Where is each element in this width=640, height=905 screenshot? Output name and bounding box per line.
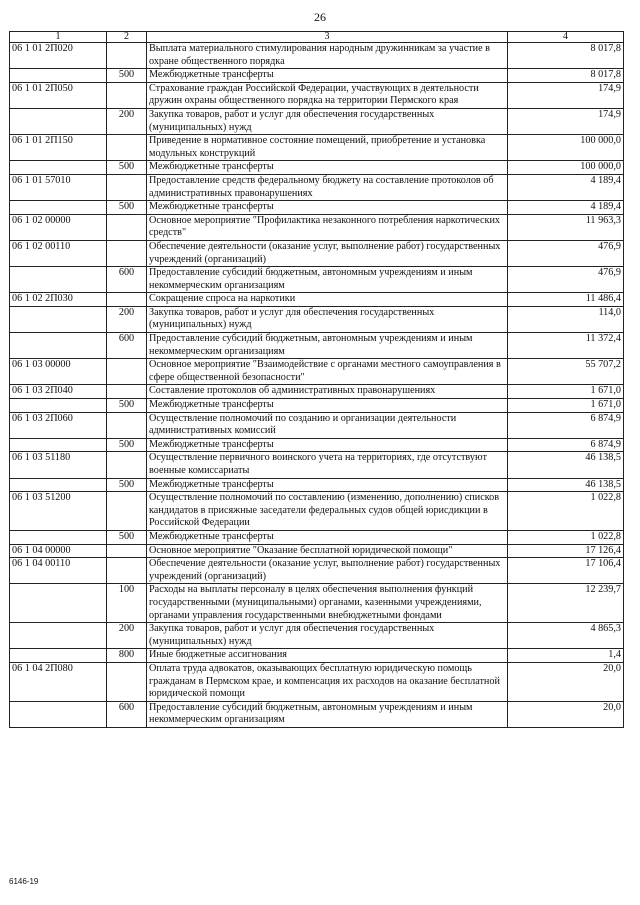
expense-type-code: [107, 214, 147, 240]
amount: 476,9: [508, 267, 624, 293]
amount: 4 189,4: [508, 174, 624, 200]
target-article-code: [10, 69, 107, 83]
amount: 1,4: [508, 649, 624, 663]
budget-table: [9, 31, 624, 728]
expense-type-code: [107, 662, 147, 701]
page-number: 26: [314, 10, 326, 24]
target-article-code: 06 1 04 2П080: [10, 662, 107, 701]
table-row: [10, 412, 624, 438]
expense-type-code: 100: [107, 584, 147, 623]
expense-type-code: [107, 385, 147, 399]
amount: 1 671,0: [508, 399, 624, 413]
target-article-code: 06 1 02 00000: [10, 214, 107, 240]
expense-type-code: 600: [107, 267, 147, 293]
table-row: [10, 662, 624, 701]
target-article-code: 06 1 04 00110: [10, 558, 107, 584]
target-article-code: [10, 108, 107, 134]
table-row: [10, 240, 624, 266]
target-article-code: 06 1 01 2П150: [10, 135, 107, 161]
target-article-code: [10, 267, 107, 293]
expense-type-code: [107, 452, 147, 478]
table-row: [10, 267, 624, 293]
target-article-code: 06 1 03 2П060: [10, 412, 107, 438]
table-row: [10, 584, 624, 623]
expense-type-code: 800: [107, 649, 147, 663]
target-article-code: [10, 438, 107, 452]
target-article-code: 06 1 03 2П040: [10, 385, 107, 399]
item-name: Основное мероприятие "Профилактика незаконного потребления наркотических средств": [147, 214, 508, 240]
item-name: Приведение в нормативное состояние помещений, приобретение и установка модульных конструкций: [147, 135, 508, 161]
table-row: [10, 438, 624, 452]
target-article-code: 06 1 01 2П020: [10, 43, 107, 69]
item-name: Осуществление полномочий по созданию и организации деятельности административных комиссий: [147, 412, 508, 438]
expense-type-code: [107, 135, 147, 161]
column-header-1: 1: [10, 32, 107, 43]
target-article-code: [10, 478, 107, 492]
table-header-row: [10, 32, 624, 43]
table-row: [10, 69, 624, 83]
table-row: [10, 544, 624, 558]
target-article-code: [10, 161, 107, 175]
table-row: [10, 452, 624, 478]
amount: 46 138,5: [508, 478, 624, 492]
amount: 12 239,7: [508, 584, 624, 623]
item-name: Расходы на выплаты персоналу в целях обеспечения выполнения функций государственными (муниципальными) органами, казенными учреждениями, органами управления государственными внебюджетными фондами: [147, 584, 508, 623]
table-row: [10, 214, 624, 240]
amount: 6 874,9: [508, 438, 624, 452]
item-name: Межбюджетные трансферты: [147, 478, 508, 492]
expense-type-code: [107, 412, 147, 438]
expense-type-code: 500: [107, 399, 147, 413]
table-row: [10, 82, 624, 108]
document-code: 6146-19: [9, 877, 39, 886]
amount: 20,0: [508, 701, 624, 727]
table-row: [10, 201, 624, 215]
amount: 4 865,3: [508, 623, 624, 649]
item-name: Межбюджетные трансферты: [147, 69, 508, 83]
target-article-code: 06 1 04 00000: [10, 544, 107, 558]
target-article-code: 06 1 03 51200: [10, 492, 107, 531]
amount: 476,9: [508, 240, 624, 266]
target-article-code: 06 1 03 51180: [10, 452, 107, 478]
item-name: Оплата труда адвокатов, оказывающих бесплатную юридическую помощь гражданам в Пермском крае, и компенсация их расходов на оказание бесплатной юридической помощи: [147, 662, 508, 701]
item-name: Осуществление первичного воинского учета на территориях, где отсутствуют военные комиссариаты: [147, 452, 508, 478]
expense-type-code: [107, 558, 147, 584]
expense-type-code: [107, 43, 147, 69]
target-article-code: 06 1 03 00000: [10, 359, 107, 385]
table-row: [10, 385, 624, 399]
target-article-code: [10, 399, 107, 413]
item-name: Предоставление субсидий бюджетным, автономным учреждениям и иным некоммерческим организациям: [147, 267, 508, 293]
column-header-4: 4: [508, 32, 624, 43]
amount: 6 874,9: [508, 412, 624, 438]
target-article-code: [10, 701, 107, 727]
table-row: [10, 306, 624, 332]
item-name: Закупка товаров, работ и услуг для обеспечения государственных (муниципальных) нужд: [147, 623, 508, 649]
table-row: [10, 701, 624, 727]
amount: 174,9: [508, 108, 624, 134]
item-name: Обеспечение деятельности (оказание услуг, выполнение работ) государственных учреждений (организаций): [147, 558, 508, 584]
target-article-code: [10, 584, 107, 623]
item-name: Предоставление субсидий бюджетным, автономным учреждениям и иным некоммерческим организациям: [147, 333, 508, 359]
table-row: [10, 174, 624, 200]
target-article-code: 06 1 01 2П050: [10, 82, 107, 108]
item-name: Межбюджетные трансферты: [147, 438, 508, 452]
expense-type-code: 500: [107, 201, 147, 215]
amount: 55 707,2: [508, 359, 624, 385]
amount: 174,9: [508, 82, 624, 108]
item-name: Иные бюджетные ассигнования: [147, 649, 508, 663]
amount: 11 486,4: [508, 293, 624, 307]
item-name: Межбюджетные трансферты: [147, 399, 508, 413]
table-row: [10, 43, 624, 69]
amount: 8 017,8: [508, 43, 624, 69]
item-name: Межбюджетные трансферты: [147, 161, 508, 175]
expense-type-code: 500: [107, 478, 147, 492]
amount: 1 022,8: [508, 492, 624, 531]
table-row: [10, 478, 624, 492]
item-name: Межбюджетные трансферты: [147, 530, 508, 544]
table-body: [10, 43, 624, 728]
column-header-3: 3: [147, 32, 508, 43]
expense-type-code: [107, 544, 147, 558]
table-row: [10, 293, 624, 307]
amount: 17 126,4: [508, 544, 624, 558]
item-name: Осуществление полномочий по составлению (изменению, дополнению) списков кандидатов в присяжные заседатели федеральных судов общей юрисдикции в Российской Федерации: [147, 492, 508, 531]
amount: 1 022,8: [508, 530, 624, 544]
item-name: Предоставление средств федеральному бюджету на составление протоколов об административных правонарушениях: [147, 174, 508, 200]
amount: 46 138,5: [508, 452, 624, 478]
target-article-code: [10, 333, 107, 359]
expense-type-code: 500: [107, 161, 147, 175]
expense-type-code: [107, 492, 147, 531]
target-article-code: [10, 306, 107, 332]
table-row: [10, 333, 624, 359]
expense-type-code: [107, 240, 147, 266]
expense-type-code: 500: [107, 438, 147, 452]
item-name: Предоставление субсидий бюджетным, автономным учреждениям и иным некоммерческим организациям: [147, 701, 508, 727]
amount: 1 671,0: [508, 385, 624, 399]
amount: 4 189,4: [508, 201, 624, 215]
expense-type-code: 200: [107, 108, 147, 134]
item-name: Страхование граждан Российской Федерации, участвующих в деятельности дружин охраны общественного порядка на территории Пермского края: [147, 82, 508, 108]
expense-type-code: [107, 293, 147, 307]
target-article-code: [10, 649, 107, 663]
target-article-code: [10, 201, 107, 215]
target-article-code: 06 1 02 2П030: [10, 293, 107, 307]
amount: 100 000,0: [508, 135, 624, 161]
amount: 114,0: [508, 306, 624, 332]
target-article-code: [10, 623, 107, 649]
table-row: [10, 399, 624, 413]
table-row: [10, 558, 624, 584]
target-article-code: 06 1 02 00110: [10, 240, 107, 266]
item-name: Составление протоколов об административных правонарушениях: [147, 385, 508, 399]
expense-type-code: 600: [107, 333, 147, 359]
expense-type-code: 500: [107, 530, 147, 544]
table-row: [10, 135, 624, 161]
table-row: [10, 623, 624, 649]
table-row: [10, 649, 624, 663]
expense-type-code: 600: [107, 701, 147, 727]
item-name: Сокращение спроса на наркотики: [147, 293, 508, 307]
table-row: [10, 161, 624, 175]
amount: 20,0: [508, 662, 624, 701]
expense-type-code: 500: [107, 69, 147, 83]
amount: 11 963,3: [508, 214, 624, 240]
amount: 8 017,8: [508, 69, 624, 83]
expense-type-code: [107, 359, 147, 385]
item-name: Закупка товаров, работ и услуг для обеспечения государственных (муниципальных) нужд: [147, 306, 508, 332]
item-name: Основное мероприятие "Взаимодействие с органами местного самоуправления в сфере общественной безопасности": [147, 359, 508, 385]
table-row: [10, 108, 624, 134]
item-name: Межбюджетные трансферты: [147, 201, 508, 215]
item-name: Закупка товаров, работ и услуг для обеспечения государственных (муниципальных) нужд: [147, 108, 508, 134]
table-row: [10, 492, 624, 531]
amount: 100 000,0: [508, 161, 624, 175]
item-name: Основное мероприятие "Оказание бесплатной юридической помощи": [147, 544, 508, 558]
target-article-code: [10, 530, 107, 544]
amount: 17 106,4: [508, 558, 624, 584]
table-row: [10, 359, 624, 385]
amount: 11 372,4: [508, 333, 624, 359]
column-header-2: 2: [107, 32, 147, 43]
expense-type-code: 200: [107, 306, 147, 332]
item-name: Выплата материального стимулирования народным дружинникам за участие в охране общественного порядка: [147, 43, 508, 69]
expense-type-code: 200: [107, 623, 147, 649]
table-row: [10, 530, 624, 544]
expense-type-code: [107, 82, 147, 108]
target-article-code: 06 1 01 57010: [10, 174, 107, 200]
item-name: Обеспечение деятельности (оказание услуг, выполнение работ) государственных учреждений (организаций): [147, 240, 508, 266]
expense-type-code: [107, 174, 147, 200]
